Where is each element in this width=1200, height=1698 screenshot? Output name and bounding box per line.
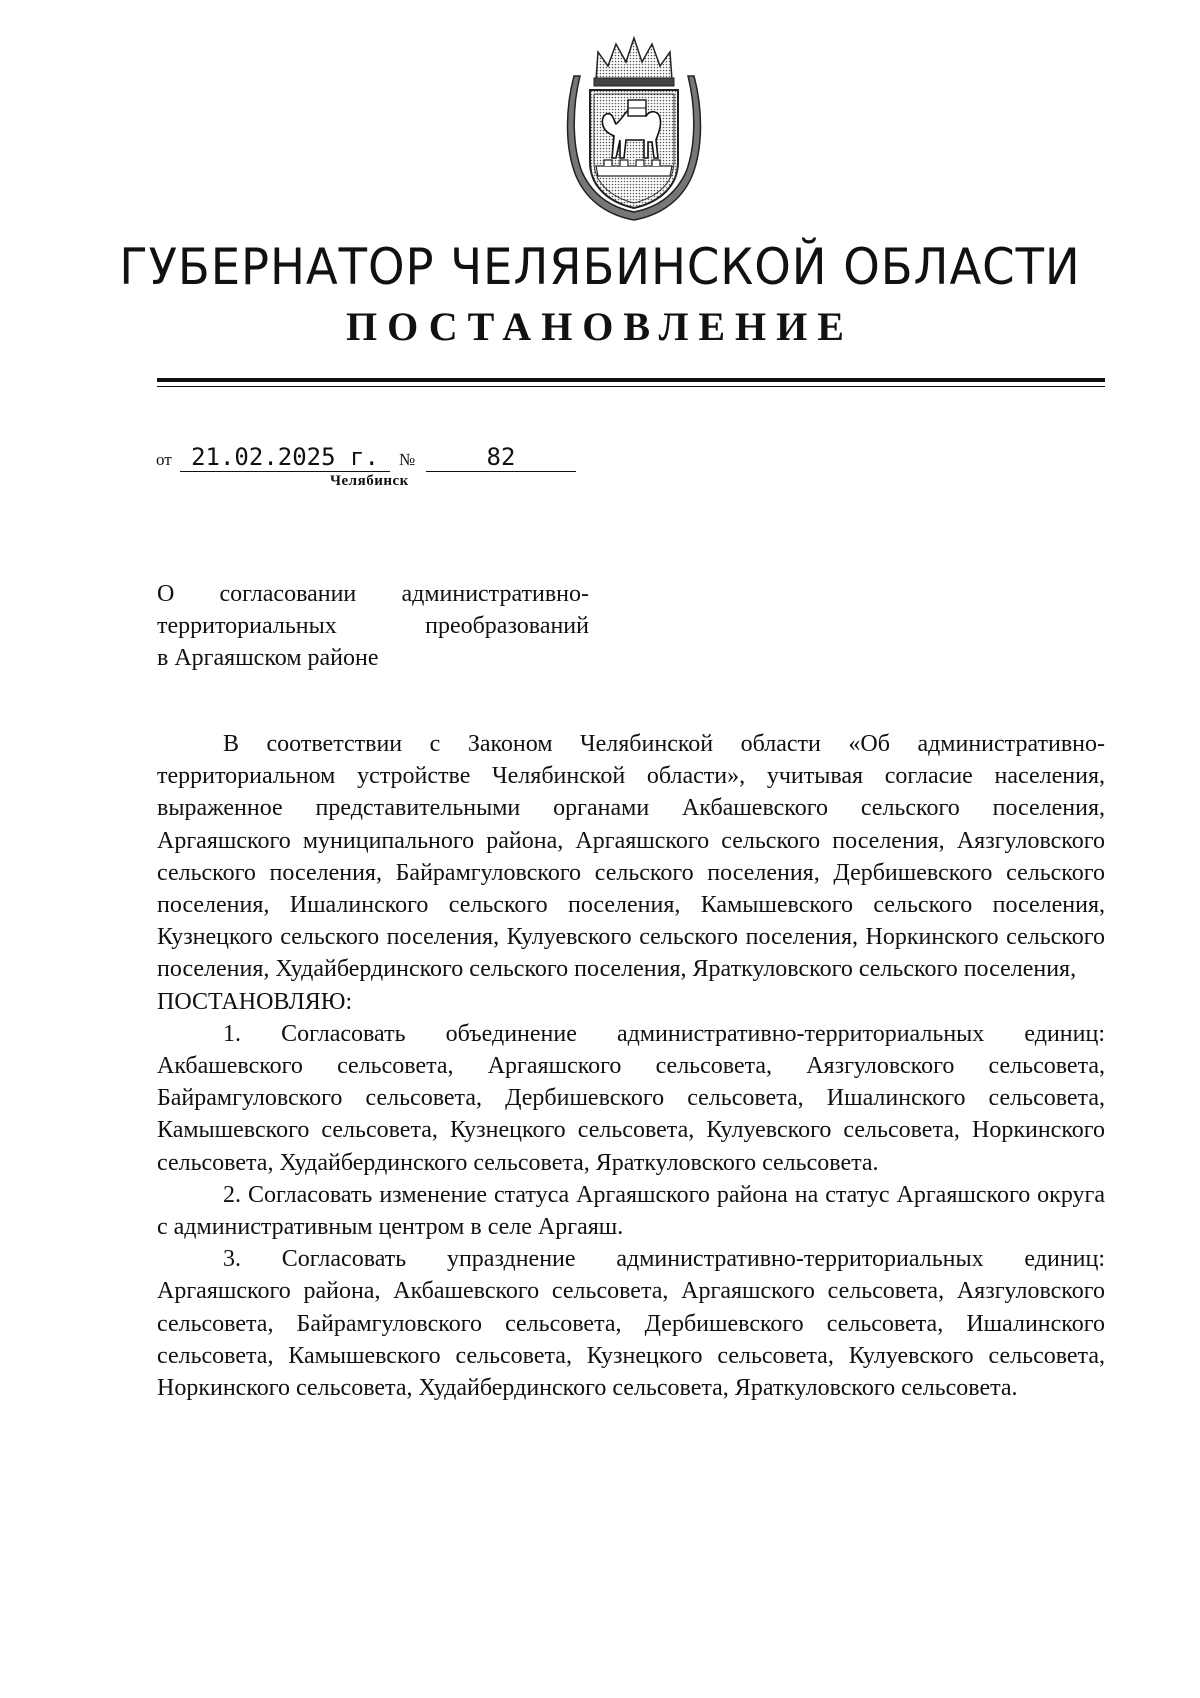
chelyabinsk-coat-of-arms-icon bbox=[560, 36, 708, 222]
date-prefix-label: от bbox=[156, 450, 172, 469]
clause-paragraph: 3. Согласовать упразднение административно-территориальных единиц: Аргаяшского района, Акбашевского сельсовета, Аргаяшского сельсовета, Аязгуловского сельсовета, Байрамгуловского сельсовета, Дербишевского сельсовета, Ишалинского сельсовета, Камышевского сельсовета, Кузнецкого сельсовета, Кулуевского сельсовета, Норкинского сельсовета, Худайбердинского сельсовета, Яраткуловского сельсовета. bbox=[157, 1246, 1105, 1402]
preamble-paragraph: В соответствии с Законом Челябинской области «Об административно-территориальном устройстве Челябинской области», учитывая согласие населения, выраженное представительными органами Акбашевского сельского поселения, Аргаяшского муниципального района, Аргаяшского сельского поселения, Аязгуловского сельского поселения, Байрамгуловского сельского поселения, Дербишевского сельского поселения, Ишалинского сельского поселения, Камышевского сельского поселения, Кузнецкого сельского поселения, Кулуевского сельского поселения, Норкинского сельского поселения, Худайбердинского сельского поселения, Яраткуловского сельского поселения, bbox=[157, 731, 1105, 983]
document-number: 82 bbox=[426, 443, 576, 472]
clause-paragraph: 2. Согласовать изменение статуса Аргаяшского района на статус Аргаяшского округа с административным центром в селе Аргаяш. bbox=[157, 1181, 1105, 1241]
authority-title: ГУБЕРНАТОР ЧЕЛЯБИНСКОЙ ОБЛАСТИ bbox=[119, 238, 1081, 296]
city-label: Челябинск bbox=[330, 473, 409, 489]
subject-line: О согласовании административно- bbox=[157, 581, 589, 607]
subject-line: в Аргаяшском районе bbox=[157, 645, 379, 671]
document-type: ПОСТАНОВЛЕНИЕ bbox=[346, 304, 854, 349]
resolve-heading: ПОСТАНОВЛЯЮ: bbox=[157, 988, 353, 1015]
header-divider-thin bbox=[157, 386, 1105, 387]
number-label: № bbox=[399, 450, 416, 469]
document-subject bbox=[157, 578, 589, 674]
date-number-line bbox=[156, 442, 596, 472]
document-date: 21.02.2025 г. bbox=[180, 443, 390, 472]
clause-paragraph: 1. Согласовать объединение административно-территориальных единиц: Акбашевского сельсовета, Аргаяшского сельсовета, Аязгуловского сельсовета, Байрамгуловского сельсовета, Дербишевского сельсовета, Ишалинского сельсовета, Камышевского сельсовета, Кузнецкого сельсовета, Кулуевского сельсовета, Норкинского сельсовета, Худайбердинского сельсовета, Яраткуловского сельсовета. bbox=[157, 1020, 1105, 1176]
header-divider bbox=[157, 378, 1105, 382]
document-body bbox=[157, 728, 1105, 1404]
subject-line: территориальных преобразований bbox=[157, 613, 589, 639]
